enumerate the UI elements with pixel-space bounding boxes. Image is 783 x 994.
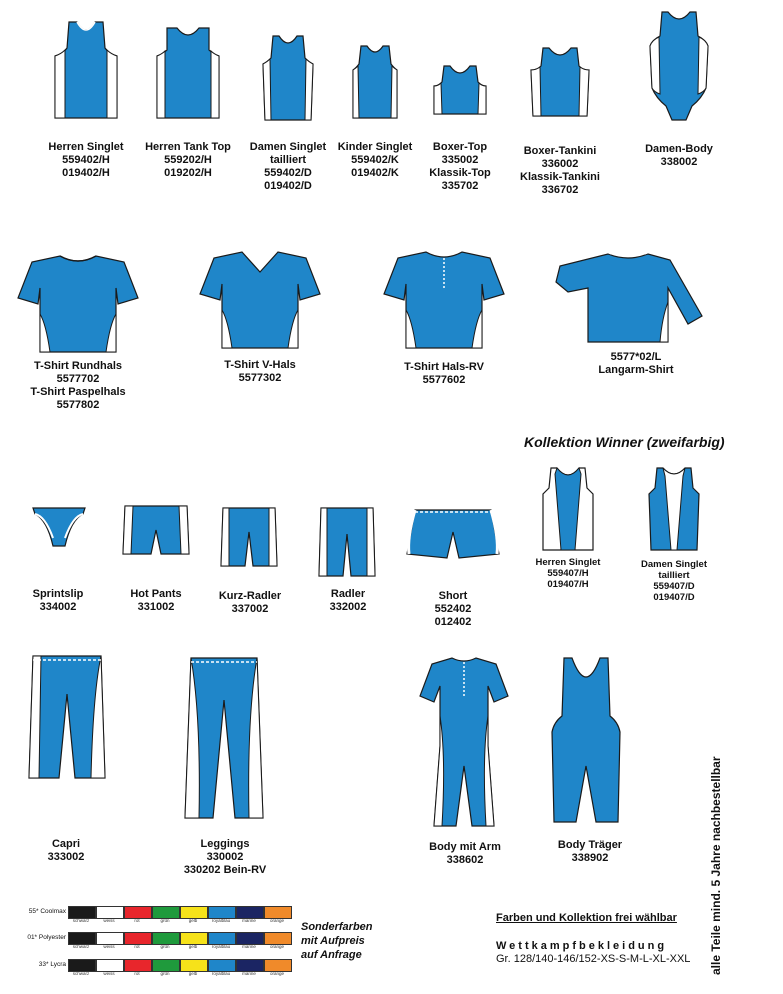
label-sprintslip: Sprintslip 334002 xyxy=(32,588,84,613)
cycling-shorts-icon xyxy=(317,506,377,578)
color-swatch-name: grün xyxy=(160,918,170,923)
color-swatch-name: grün xyxy=(160,971,170,976)
label-t-shirt-hals-rv: T-Shirt Hals-RV 5577602 xyxy=(404,361,484,386)
footer-colors-note: Farben und Kollektion frei wählbar xyxy=(496,912,677,924)
collection-winner-title: Kollektion Winner (zweifarbig) xyxy=(524,434,725,450)
color-swatch-name: gelb xyxy=(188,971,198,976)
color-swatch-name: weiss xyxy=(103,944,115,949)
two-tone-singlet-icon xyxy=(541,466,595,552)
garment-t-shirt-rundhals xyxy=(16,254,140,354)
garment-boxer-top xyxy=(418,64,502,116)
body-with-sleeves-icon xyxy=(418,656,510,828)
label-t-shirt-v-hals: T-Shirt V-Hals 5577302 xyxy=(224,359,296,384)
label-hot-pants: Hot Pants 331002 xyxy=(130,588,182,613)
label-t-shirt-rundhals: T-Shirt Rundhals 5577702 T-Shirt Paspelhals 5577802 xyxy=(30,360,126,411)
garment-short xyxy=(404,508,502,564)
color-swatch-name: rot xyxy=(134,944,140,949)
color-swatch-name: gelb xyxy=(188,918,198,923)
label-herren-tank-top: Herren Tank Top 559202/H 019202/H xyxy=(145,141,231,179)
label-short: Short 552402 012402 xyxy=(434,590,472,628)
tank-top-icon xyxy=(153,26,223,120)
garment-herren-singlet xyxy=(36,20,136,120)
garment-damen-body xyxy=(636,10,722,122)
garment-kurz-radler xyxy=(218,506,280,568)
color-swatch-name: schwarz xyxy=(72,971,90,976)
label-leggings: Leggings 330002 330202 Bein-RV xyxy=(183,838,267,876)
shorts-icon xyxy=(405,508,501,564)
garment-body-traeger xyxy=(544,656,628,824)
briefs-icon xyxy=(31,506,87,548)
color-swatch-name: schwarz xyxy=(72,944,90,949)
tankini-icon xyxy=(529,46,591,118)
color-swatch-name: marine xyxy=(242,944,256,949)
garment-winner-damen-singlet xyxy=(636,466,712,552)
long-sleeve-shirt-icon xyxy=(552,252,708,344)
label-capri: Capri 333002 xyxy=(47,838,85,863)
shorts-icon xyxy=(121,504,191,556)
label-body-traeger: Body Träger 338902 xyxy=(557,839,623,864)
garment-boxer-tankini xyxy=(512,46,608,118)
garment-langarm-shirt xyxy=(552,252,708,344)
label-radler: Radler 332002 xyxy=(329,588,367,613)
garment-capri xyxy=(24,654,110,780)
footer-competition-wear: Wettkampfbekleidung xyxy=(496,940,668,952)
swatch-row-label: 33* Lycra xyxy=(38,961,66,968)
color-swatch-name: schwarz xyxy=(72,918,90,923)
singlet-icon xyxy=(351,44,399,120)
garment-herren-tank-top xyxy=(138,26,238,120)
garment-winner-herren-singlet xyxy=(530,466,606,552)
t-shirt-zip-icon xyxy=(382,250,506,350)
garment-leggings xyxy=(180,656,268,820)
color-swatch-name: rot xyxy=(134,918,140,923)
label-damen-body: Damen-Body 338002 xyxy=(645,143,713,168)
two-tone-singlet-icon xyxy=(647,466,701,552)
swatch-row-label: 55* Coolmax xyxy=(28,908,66,915)
label-boxer-top: Boxer-Top 335002 Klassik-Top 335702 xyxy=(429,141,491,192)
singlet-icon xyxy=(261,34,315,122)
crop-top-icon xyxy=(432,64,488,116)
garment-radler xyxy=(316,506,378,578)
label-herren-singlet: Herren Singlet 559402/H 019402/H xyxy=(48,141,124,179)
color-swatch-name: rot xyxy=(134,971,140,976)
swatch-row-label: 01* Polyester xyxy=(27,934,66,941)
label-boxer-tankini: Boxer-Tankini 336002 Klassik-Tankini 336702 xyxy=(520,145,600,196)
side-note-reorder: alle Teile mind. 5 Jahre nachbestellbar xyxy=(709,756,723,975)
label-body-mit-arm: Body mit Arm 338602 xyxy=(429,841,501,866)
capri-pants-icon xyxy=(25,654,109,780)
color-swatch-name: weiss xyxy=(103,918,115,923)
color-swatch-name: orange xyxy=(269,944,284,949)
footer-sizes: Gr. 128/140-146/152-XS-S-M-L-XL-XXL xyxy=(496,953,691,965)
garment-t-shirt-hals-rv xyxy=(382,250,506,350)
label-kurz-radler: Kurz-Radler 337002 xyxy=(218,590,282,615)
t-shirt-icon xyxy=(198,250,322,350)
color-swatch-name: gelb xyxy=(188,944,198,949)
color-swatch-name: weiss xyxy=(103,971,115,976)
label-winner-damen-singlet: Damen Singlet tailliert 559407/D 019407/D xyxy=(641,559,707,603)
garment-damen-singlet xyxy=(245,34,331,122)
label-langarm-shirt: 5577*02/L Langarm-Shirt xyxy=(598,351,674,376)
label-damen-singlet: Damen Singlet tailliert 559402/D 019402/D xyxy=(249,141,327,192)
garment-hot-pants xyxy=(120,504,192,556)
color-swatch-name: orange xyxy=(269,971,284,976)
garment-kinder-singlet xyxy=(334,44,416,120)
body-suit-icon xyxy=(646,10,712,122)
color-swatch-name: orange xyxy=(269,918,284,923)
label-kinder-singlet: Kinder Singlet 559402/K 019402/K xyxy=(337,141,413,179)
garment-body-mit-arm xyxy=(416,656,512,828)
t-shirt-icon xyxy=(16,254,140,354)
cycling-shorts-icon xyxy=(219,506,279,568)
color-swatch-name: royalblau xyxy=(211,971,231,976)
garment-t-shirt-v-hals xyxy=(198,250,322,350)
label-winner-herren-singlet: Herren Singlet 559407/H 019407/H xyxy=(535,557,601,590)
color-swatch-name: royalblau xyxy=(211,944,231,949)
body-straps-icon xyxy=(546,656,626,824)
color-swatch-name: marine xyxy=(242,971,256,976)
color-swatch-name: marine xyxy=(242,918,256,923)
color-swatch-name: royalblau xyxy=(211,918,231,923)
special-colors-note: Sonderfarben mit Aufpreis auf Anfrage xyxy=(301,921,373,961)
singlet-icon xyxy=(51,20,121,120)
garment-sprintslip xyxy=(30,506,88,548)
leggings-icon xyxy=(181,656,267,820)
color-swatch-name: grün xyxy=(160,944,170,949)
